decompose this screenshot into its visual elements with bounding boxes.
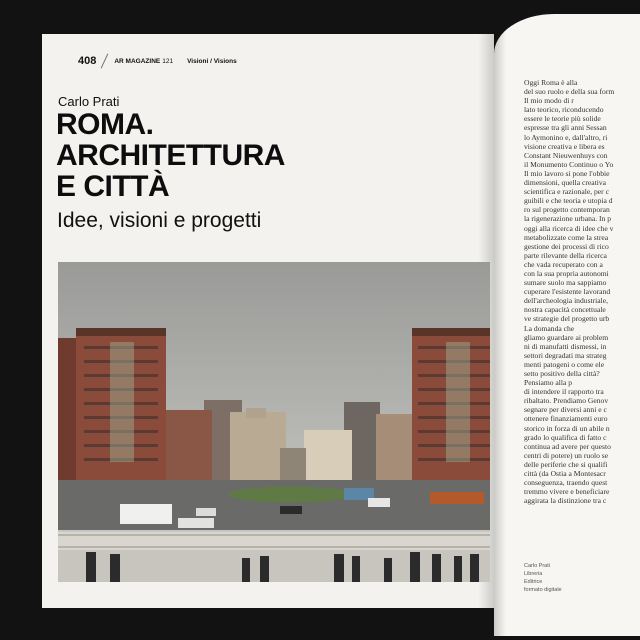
title-line: E CITTÀ bbox=[56, 170, 170, 203]
body-text-line: Il mio modo di r bbox=[524, 96, 574, 106]
body-text-line: il Monumento Continuo o Yo bbox=[524, 159, 614, 169]
body-text-line: gestione dei processi di rico bbox=[524, 241, 609, 251]
issue-number: 121 bbox=[162, 57, 174, 65]
caption-line: Carlo Prati bbox=[524, 563, 550, 569]
article-author: Carlo Prati bbox=[58, 94, 120, 109]
body-text-line: visione creativa e libera es bbox=[524, 141, 605, 151]
body-text-line: che vada recuperato con a bbox=[524, 259, 603, 269]
article-subtitle: Idee, visioni e progetti bbox=[57, 209, 262, 232]
slash-divider bbox=[98, 54, 112, 68]
right-page bbox=[494, 14, 640, 636]
body-text-line: oggi alla ricerca di idee che v bbox=[524, 223, 614, 233]
title-line: ARCHITETTURA bbox=[56, 139, 285, 172]
body-text-line: sumare suolo ma sappiamo bbox=[524, 278, 607, 288]
body-text-line: setto positivo della città? bbox=[524, 369, 600, 378]
body-text-line: La domanda che bbox=[524, 323, 575, 333]
caption-line: formato digitale bbox=[524, 587, 562, 593]
body-text-line: espresse tra gli anni Sessan bbox=[524, 123, 607, 133]
body-text-line: guibili e che teoria e utopia d bbox=[524, 196, 613, 206]
rome-city-photo bbox=[58, 262, 490, 582]
body-text-line: settori degradati ma strateg bbox=[524, 350, 607, 360]
caption-line: Editrice bbox=[524, 579, 543, 585]
body-text-line: di intendere il rapporto tra bbox=[524, 387, 604, 397]
body-text-line: tremmo vivere e beneficiare bbox=[524, 487, 610, 497]
caption-line: Libreria bbox=[524, 571, 543, 577]
body-text-line: ribaltato. Prendiamo Genov bbox=[524, 396, 609, 406]
body-text-line: grado lo qualifica di fatto c bbox=[524, 432, 607, 442]
body-text-line: parte rilevante della ricerca bbox=[524, 250, 607, 260]
body-text-line: lo Aymonino e, dall'altro, ri bbox=[524, 132, 608, 142]
body-text-line: essere le teorie più solide bbox=[524, 114, 601, 124]
body-text-line: scientifica e razionale, per c bbox=[524, 187, 609, 197]
section-name: Visioni / Visions bbox=[187, 57, 237, 65]
body-text-line: storico in forza di un abile n bbox=[524, 423, 610, 433]
body-text-line: ro sul progetto contemporan bbox=[524, 205, 610, 215]
body-text-line: segnare per diversi anni e c bbox=[524, 405, 607, 415]
piazza-venezia-image bbox=[58, 262, 490, 582]
body-text-line: del suo ruolo e della sua form bbox=[524, 87, 615, 97]
body-text-line: menti patogeni o come ele bbox=[524, 359, 605, 369]
body-text-line: continua ad avere per questo bbox=[524, 441, 611, 451]
book-caption bbox=[524, 562, 562, 594]
body-text-line: Il mio lavoro si pone l'obbie bbox=[524, 168, 610, 178]
body-text-line: dell'archeologia industriale, bbox=[524, 296, 609, 306]
body-text-line: nostra capacità concettuale bbox=[524, 305, 606, 315]
body-text-line: conseguenza, traendo quest bbox=[524, 478, 608, 488]
body-text-line: ve strategie del progetto urb bbox=[524, 314, 610, 324]
body-text-line: delle periferie che si qualifi bbox=[524, 459, 608, 469]
body-text-line: Pensiamo alla p bbox=[524, 378, 573, 388]
body-text-line: città (da Ostia a Montesacr bbox=[524, 469, 606, 479]
page-header bbox=[78, 54, 237, 68]
body-text-line: ottenere finanziamenti euro bbox=[524, 414, 608, 424]
body-text-line: cuperare l'esistente lavorand bbox=[524, 287, 611, 297]
body-text-line: gliamo guardare ai problem bbox=[524, 332, 609, 342]
article-title bbox=[56, 109, 285, 202]
body-text-line: dimensioni, quella creativa bbox=[524, 178, 607, 188]
magazine-name: AR MAGAZINE bbox=[114, 57, 161, 65]
body-text-line: centri di potere) un ruolo se bbox=[524, 450, 609, 460]
body-text-line: Constant Nieuwenhuys con bbox=[524, 150, 608, 160]
body-text-line: ni di manufatti dismessi, in bbox=[524, 341, 607, 351]
body-text-line: con la sua propria autonomi bbox=[524, 268, 609, 278]
page-number: 408 bbox=[78, 55, 97, 67]
body-text-line: lato teorico, riconducendo bbox=[524, 105, 604, 115]
page-shadow bbox=[494, 14, 506, 636]
article-body-text bbox=[524, 78, 640, 505]
body-text-line: aggirata la distinzione tra c bbox=[524, 496, 607, 506]
body-text-line: Oggi Roma è alla bbox=[524, 78, 578, 87]
body-text-line: metabolizzate come la strea bbox=[524, 232, 609, 242]
title-line: ROMA. bbox=[56, 108, 154, 141]
body-text-line: la rigenerazione urbana. In p bbox=[524, 214, 612, 224]
